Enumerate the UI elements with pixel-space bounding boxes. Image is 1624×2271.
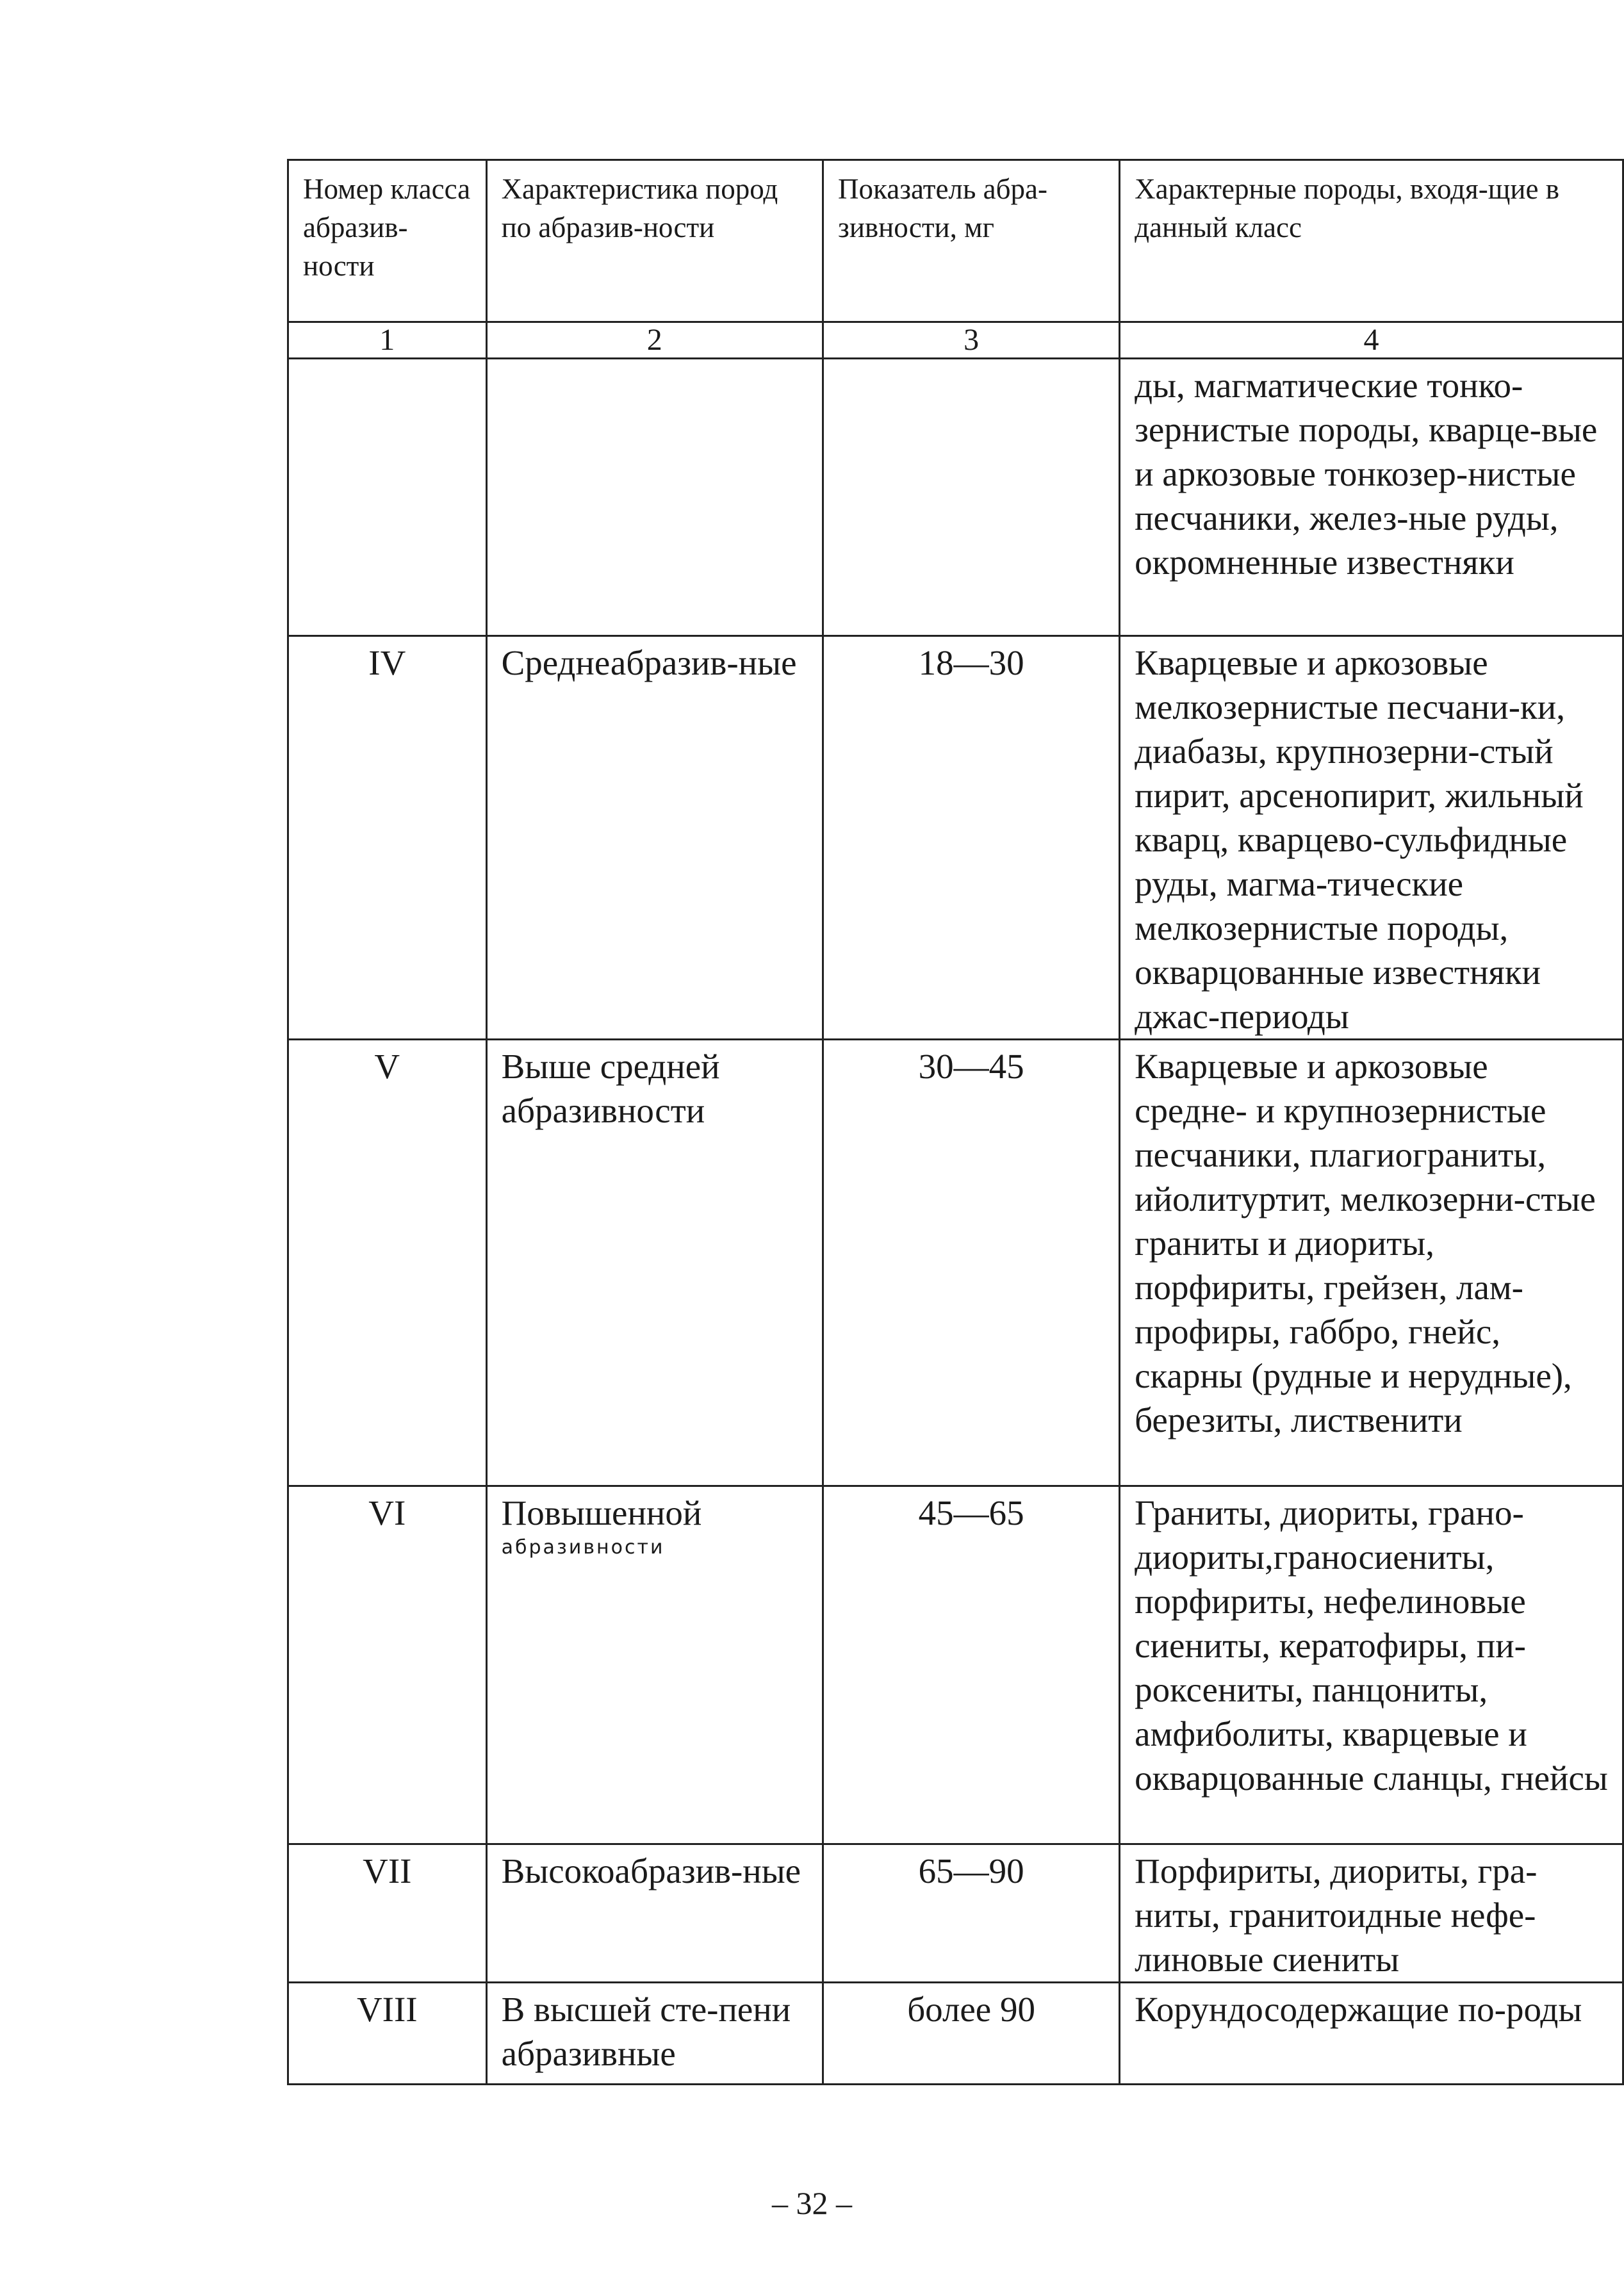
cell-characteristic: Среднеабразив-ные xyxy=(486,636,823,1040)
cell-characteristic: Выше средней абразивности xyxy=(486,1040,823,1486)
cell-rocks: Граниты, диориты, грано-диориты,граносиениты, порфириты, нефелиновые сиениты, кератофиры, пи-роксениты, панцониты, амфиболиты, кварцевые и окварцованные сланцы, гнейсы xyxy=(1120,1486,1623,1844)
cell-class: VII xyxy=(288,1844,487,1983)
cell-class: VIII xyxy=(288,1983,487,2085)
table-row xyxy=(288,636,1623,1040)
table-row-continued xyxy=(288,359,1623,636)
handwritten-annotation: абразивности xyxy=(501,1536,665,1559)
header-characteristic: Характеристика пород по абразив-ности xyxy=(486,160,823,322)
table-row xyxy=(288,1844,1623,1983)
cell-characteristic: В высшей сте-пени абразивные xyxy=(486,1983,823,2085)
cell-rocks: ды, магматические тонко-зернистые породы, кварце-вые и аркозовые тонкозер-нистые песчаники, желез-ные руды, окромненные известняки xyxy=(1120,359,1623,636)
characteristic-text: Повышенной xyxy=(501,1493,702,1532)
cell-index: 18—30 xyxy=(823,636,1120,1040)
cell-class: VI xyxy=(288,1486,487,1844)
page-number: – 32 – xyxy=(772,2185,852,2221)
header-abrasiveness-index: Показатель абра-зивности, мг xyxy=(823,160,1120,322)
cell-class xyxy=(288,359,487,636)
cell-characteristic xyxy=(486,359,823,636)
table-row xyxy=(288,1486,1623,1844)
cell-class: IV xyxy=(288,636,487,1040)
cell-rocks: Порфириты, диориты, гра-ниты, гранитоидные нефе-линовые сиениты xyxy=(1120,1844,1623,1983)
cell-rocks: Кварцевые и аркозовые мелкозернистые песчани-ки, диабазы, крупнозерни-стый пирит, арсенопирит, жильный кварц, кварцево-сульфидные руды, магма-тические мелкозернистые породы, окварцованные известняки джас-периоды xyxy=(1120,636,1623,1040)
abrasiveness-table-container xyxy=(287,159,1624,2085)
header-class-number: Номер класса абразив-ности xyxy=(288,160,487,322)
cell-rocks: Корундосодержащие по-роды xyxy=(1120,1983,1623,2085)
table-row xyxy=(288,1983,1623,2085)
column-number-row xyxy=(288,322,1623,359)
cell-index: 45—65 xyxy=(823,1486,1120,1844)
table-row xyxy=(288,1040,1623,1486)
cell-index xyxy=(823,359,1120,636)
cell-rocks: Кварцевые и аркозовые средне- и крупнозернистые песчаники, плагиограниты, ийолитуртит, мелкозерни-стые граниты и диориты, порфириты, грейзен, лам-профиры, габбро, гнейс, скарны (рудные и нерудные), березиты, лиственити xyxy=(1120,1040,1623,1486)
cell-index: более 90 xyxy=(823,1983,1120,2085)
column-number: 4 xyxy=(1120,322,1623,359)
column-number: 3 xyxy=(823,322,1120,359)
table-header-row xyxy=(288,160,1623,322)
abrasiveness-table xyxy=(287,159,1624,2085)
cell-class: V xyxy=(288,1040,487,1486)
column-number: 1 xyxy=(288,322,487,359)
cell-characteristic: Высокоабразив-ные xyxy=(486,1844,823,1983)
column-number: 2 xyxy=(486,322,823,359)
cell-index: 30—45 xyxy=(823,1040,1120,1486)
cell-index: 65—90 xyxy=(823,1844,1120,1983)
header-typical-rocks: Характерные породы, входя-щие в данный класс xyxy=(1120,160,1623,322)
cell-characteristic xyxy=(486,1486,823,1844)
